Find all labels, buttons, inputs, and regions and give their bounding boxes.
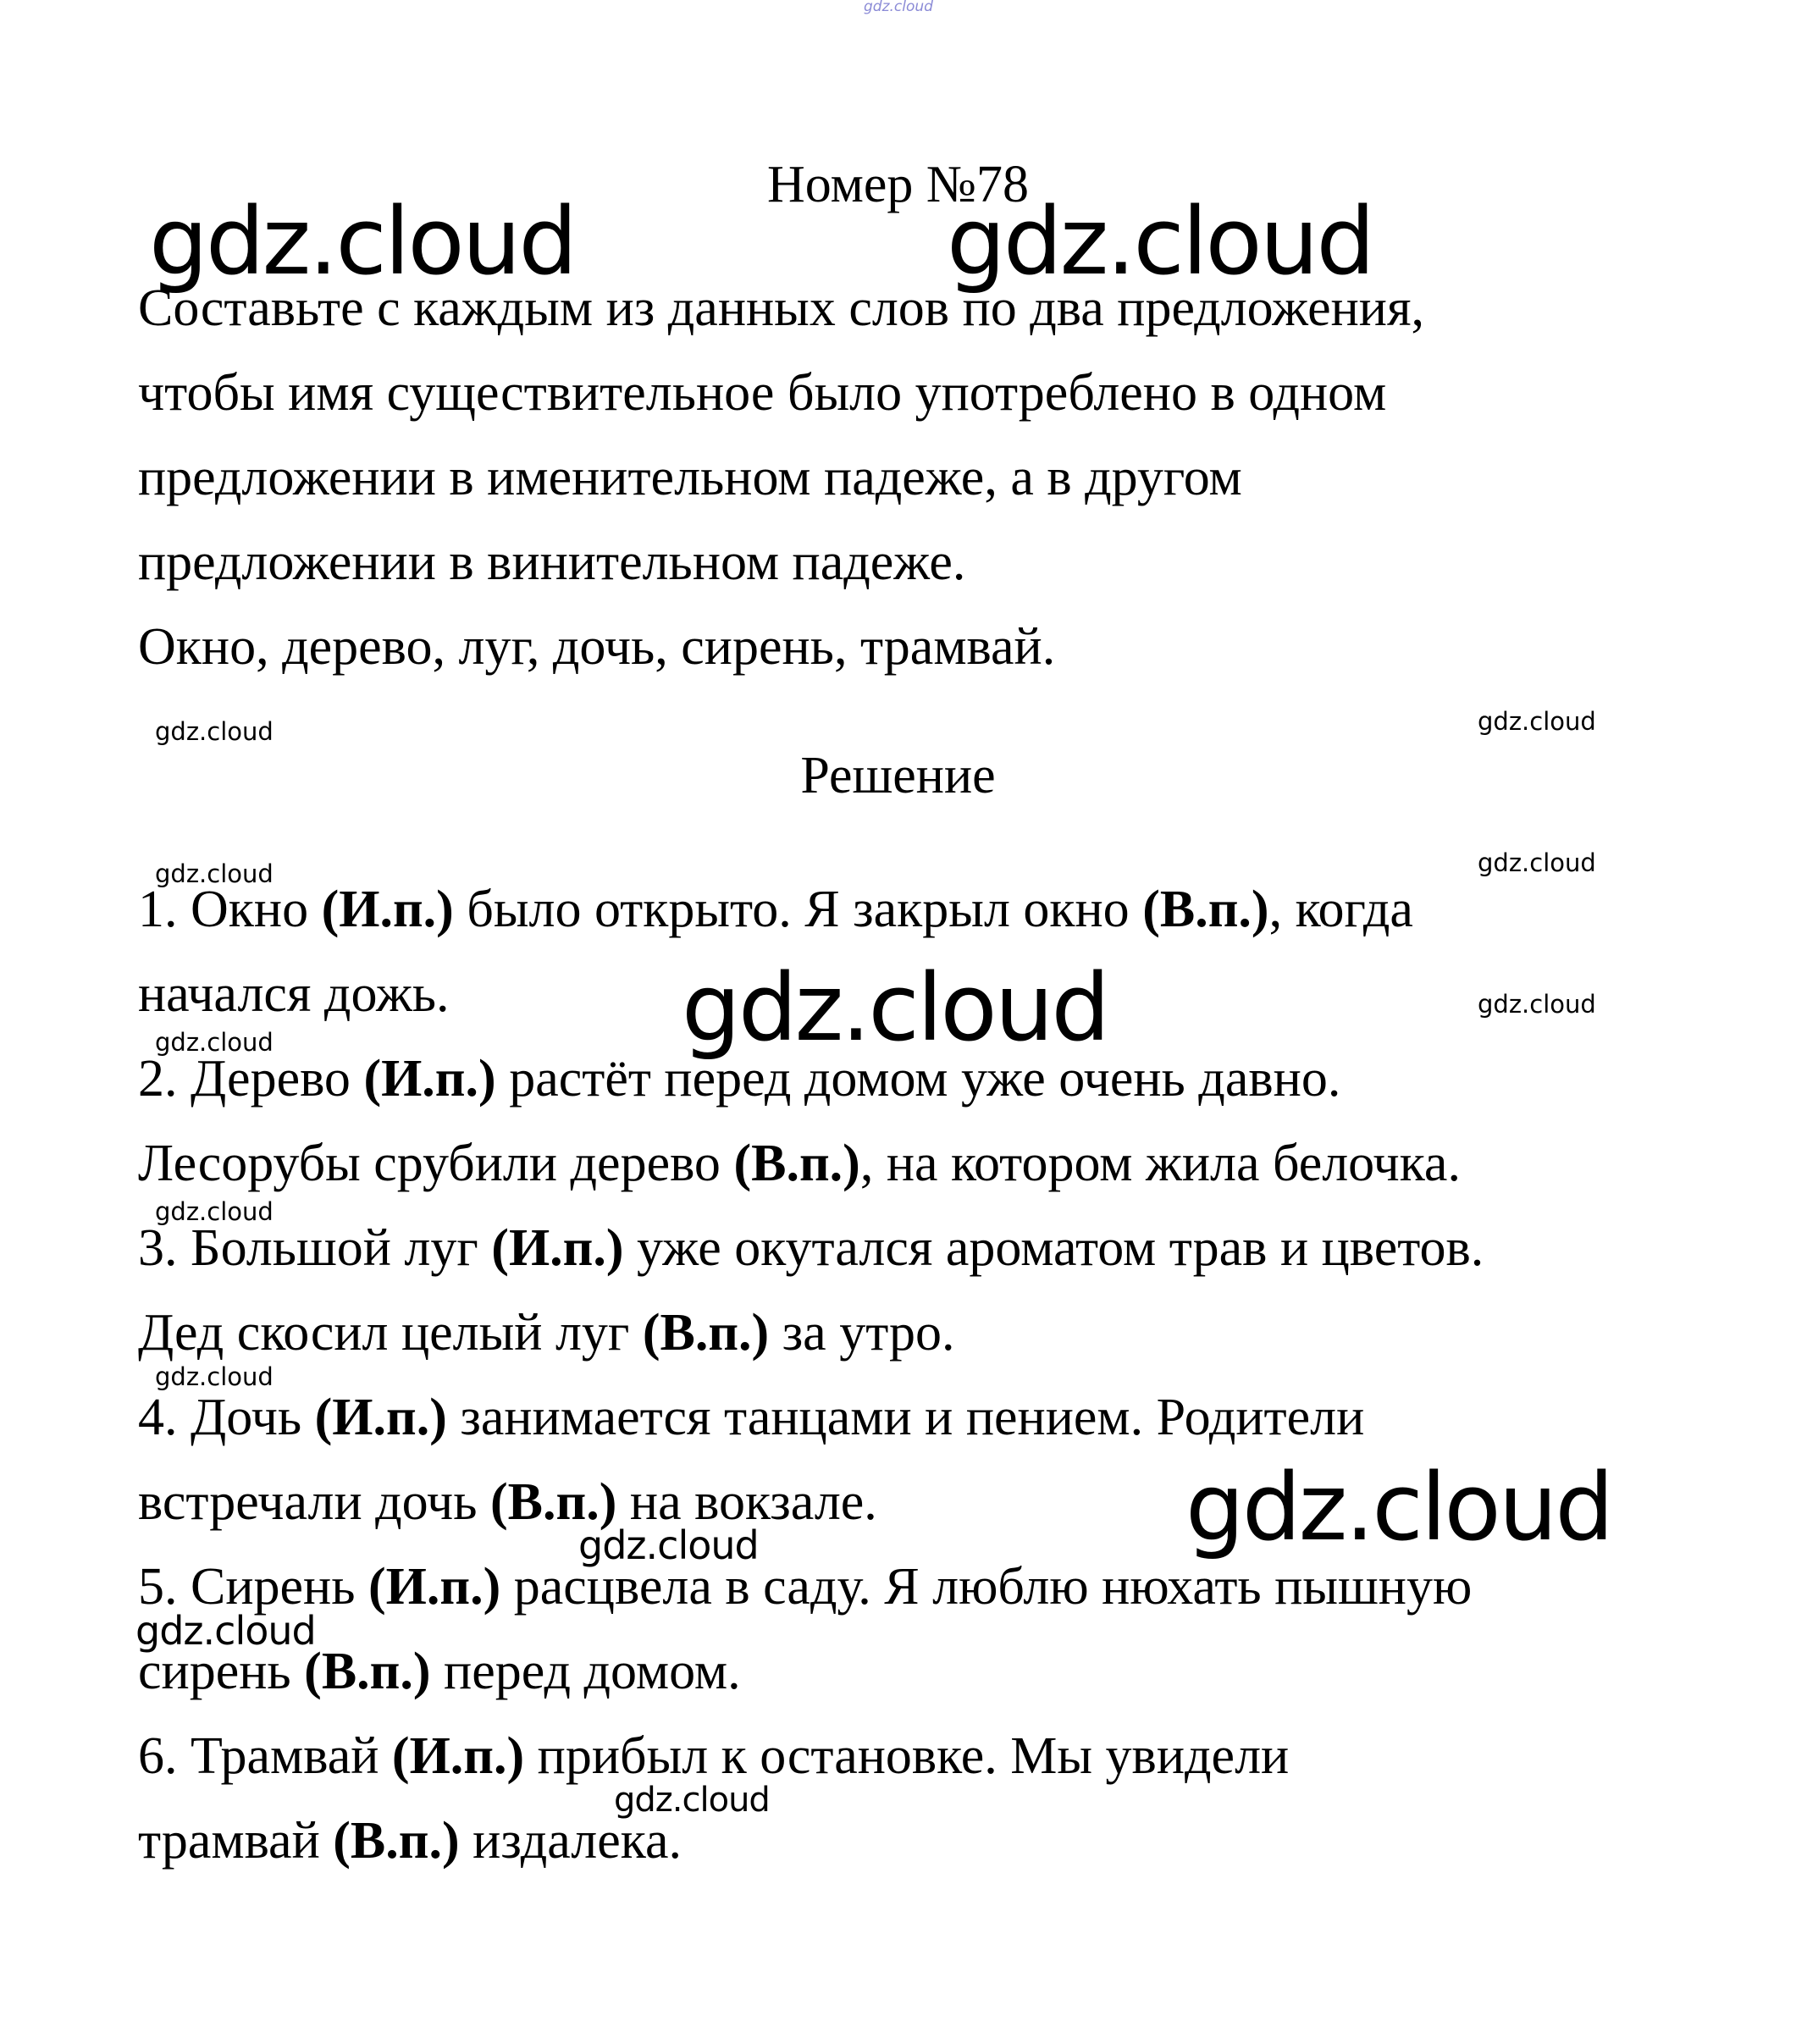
- watermark-medium: gdz.cloud: [614, 1781, 770, 1820]
- sentence-text: сирень: [138, 1643, 305, 1700]
- watermark-small: gdz.cloud: [155, 1028, 274, 1057]
- watermark-small: gdz.cloud: [1478, 848, 1596, 877]
- watermark-small: gdz.cloud: [1478, 990, 1596, 1019]
- sentence-text: было открыто. Я закрыл окно: [453, 881, 1143, 938]
- sentence-text: Лесорубы срубили дерево: [138, 1135, 734, 1192]
- sentence-text: 5. Сирень: [138, 1558, 369, 1616]
- solution-line: [138, 964, 450, 1025]
- watermark-large: gdz.cloud: [947, 187, 1373, 296]
- case-label: (И.п.): [391, 1727, 525, 1785]
- case-label: (И.п.): [368, 1558, 501, 1616]
- sentence-text: 4. Дочь: [138, 1389, 315, 1446]
- case-label: (В.п.): [1142, 881, 1269, 938]
- task-line: Составьте с каждым из данных слов по два предложения,: [138, 279, 1424, 337]
- sentence-text: 3. Большой луг: [138, 1219, 492, 1277]
- sentence-text: встречали дочь: [138, 1473, 491, 1531]
- solution-line: [138, 1556, 1472, 1617]
- sentence-text: трамвай: [138, 1812, 334, 1870]
- watermark-small: gdz.cloud: [155, 1197, 274, 1226]
- solution-line: [138, 879, 1413, 940]
- watermark-medium: gdz.cloud: [135, 1608, 316, 1654]
- watermark-small: gdz.cloud: [155, 859, 274, 888]
- task-line: предложении в винительном падеже.: [138, 533, 966, 591]
- solution-heading: Решение: [800, 747, 996, 804]
- watermark-top: gdz.cloud: [864, 0, 933, 15]
- sentence-text: , на котором жила белочка.: [859, 1135, 1461, 1192]
- solution-line: [138, 1726, 1289, 1787]
- sentence-text: уже окутался ароматом трав и цветов.: [623, 1219, 1484, 1277]
- case-label: (В.п.): [333, 1812, 460, 1870]
- case-label: (В.п.): [490, 1473, 617, 1531]
- sentence-text: 1. Окно: [138, 881, 322, 938]
- sentence-text: за утро.: [769, 1304, 955, 1362]
- case-label: (В.п.): [642, 1304, 770, 1362]
- case-label: (И.п.): [314, 1389, 447, 1446]
- solution-line: [138, 1048, 1340, 1109]
- solution-line: [138, 1472, 877, 1533]
- solution-line: [138, 1387, 1364, 1448]
- solution-line: [138, 1133, 1461, 1194]
- solution-line: [138, 1810, 682, 1871]
- task-line: предложении в именительном падеже, а в другом: [138, 449, 1242, 506]
- sentence-text: 6. Трамвай: [138, 1727, 392, 1785]
- solution-line: [138, 1218, 1484, 1279]
- sentence-text: занимается танцами и пением. Родители: [446, 1389, 1365, 1446]
- sentence-text: растёт перед домом уже очень давно.: [495, 1050, 1341, 1108]
- watermark-medium: gdz.cloud: [578, 1522, 759, 1568]
- task-line: чтобы имя существительное было употреблено в одном: [138, 364, 1387, 422]
- page-title: Номер №78: [766, 156, 1029, 213]
- solution-line: [138, 1302, 955, 1363]
- sentence-text: , когда: [1268, 881, 1413, 938]
- watermark-large: gdz.cloud: [1185, 1453, 1612, 1561]
- case-label: (И.п.): [491, 1219, 624, 1277]
- sentence-text: 2. Дерево: [138, 1050, 364, 1108]
- sentence-text: издалека.: [459, 1812, 682, 1870]
- case-label: (В.п.): [304, 1643, 431, 1700]
- watermark-large: gdz.cloud: [682, 953, 1108, 1062]
- solution-line: [138, 1641, 741, 1702]
- watermark-large: gdz.cloud: [149, 187, 576, 296]
- case-label: (И.п.): [321, 881, 454, 938]
- watermark-small: gdz.cloud: [155, 1362, 274, 1391]
- sentence-text: Дед скосил целый луг: [138, 1304, 643, 1362]
- case-label: (В.п.): [733, 1135, 860, 1192]
- sentence-text: на вокзале.: [616, 1473, 877, 1531]
- task-line: Окно, дерево, луг, дочь, сирень, трамвай.: [138, 618, 1056, 676]
- watermark-small: gdz.cloud: [1478, 707, 1596, 736]
- sentence-text: начался дожь.: [138, 965, 450, 1023]
- watermark-small: gdz.cloud: [155, 717, 274, 746]
- sentence-text: перед домом.: [430, 1643, 741, 1700]
- sentence-text: прибыл к остановке. Мы увидели: [524, 1727, 1290, 1785]
- case-label: (И.п.): [363, 1050, 496, 1108]
- sentence-text: расцвела в саду. Я люблю нюхать пышную: [500, 1558, 1473, 1616]
